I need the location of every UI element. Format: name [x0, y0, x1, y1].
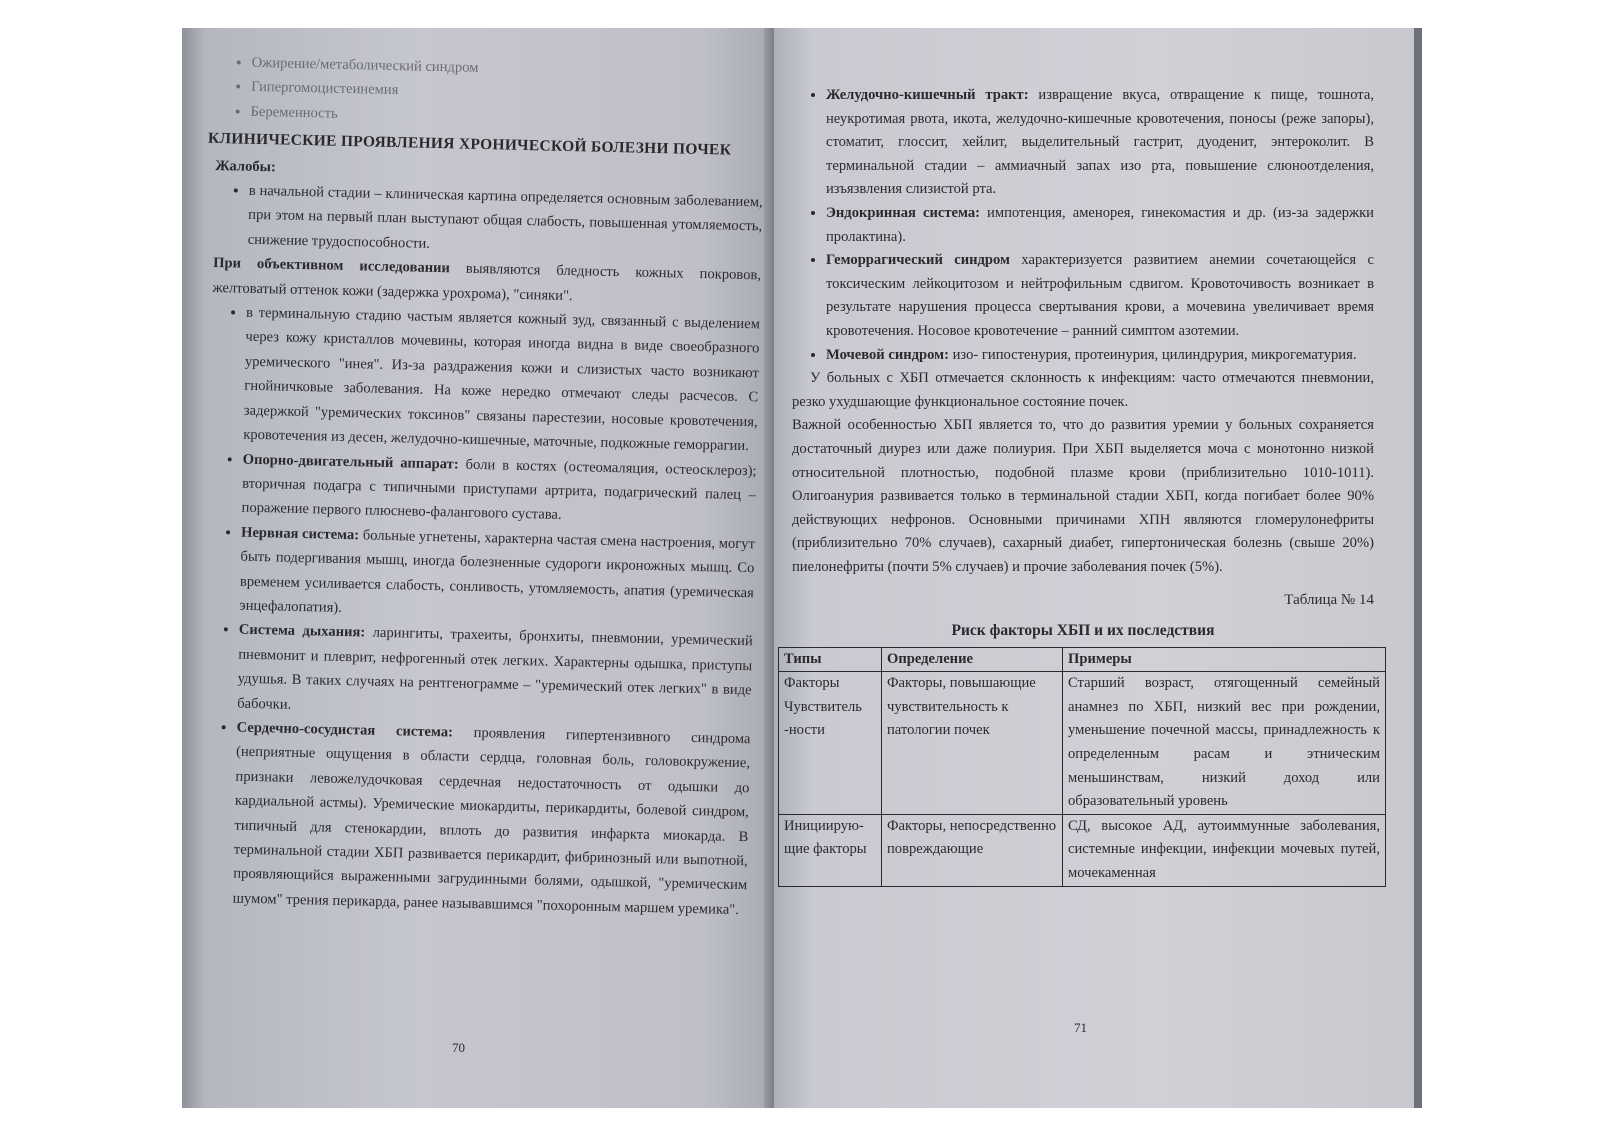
system-text: извращение вкуса, отвращение к пище, тошнота, неукротимая рвота, икота, желудочно-кишечные кровотечения, поносы (реже запоры), стоматит, глоссит, хейлит, выделительный гастрит, дуоденит, энтероколит. В терминальной стадии – аммиачный запах изо рта, повышение слюноотделения, изъязвления слизистой рта. [826, 87, 1374, 198]
symptom-list [198, 300, 760, 922]
list-item [241, 447, 757, 532]
list-item [826, 84, 1374, 202]
right-page-content [784, 84, 1380, 887]
system-label: Желудочно-кишечный тракт: [826, 87, 1029, 103]
list-item: • в начальной стадии – клиническая картина определяется основным заболеванием, при этом на первый план выступают общая слабость, повышенная утомляемость, снижение трудоспособности. [247, 179, 763, 264]
system-label: Геморрагический синдром [826, 252, 1010, 269]
system-text: характеризуется развитием анемии сочетающейся с токсическим лейкоцитозом и нейтрофильным сдвигом. Кровоточивость возникает в результате нарушения процесса свертывания крови, а мочевина увеличивает время кровотечения. Носовое кровотечение – ранний симптом азотемии. [826, 252, 1374, 339]
page-number-right: 71 [1074, 1020, 1087, 1035]
list-item: • Гипергомоцистеинемия [251, 75, 765, 111]
system-text: импотенция, аменорея, гинекомастия и др. (из-за задержки пролактина). [826, 204, 1374, 245]
list-item: • Беременность [250, 100, 764, 136]
objective-text: выявляются бледность кожных покровов, желтоватый оттенок кожи (задержка урохрома), "синяки". [212, 260, 762, 304]
system-label: Нервная система: [240, 524, 360, 544]
risk-factors-table [778, 647, 1386, 887]
list-item: • Ожирение/метаболический синдром [251, 51, 765, 87]
list-item: • в терминальную стадию частым является кожный зуд, связанный с выделением через кожу кристаллов мочевины, которая иногда видна в виде своеобразного уремического "инея". Из-за раздражения кожи и слизистых часто возникают гнойничковые заболевания. На коже нередко отмечают следы расчесов. С задержкой "уремических токсинов" связаны парестезии, носовые кровотечения, кровотечения из десен, желудочно-кишечные, маточные, подкожные геморрагии. [243, 301, 760, 459]
column-header: Определение [882, 647, 1063, 672]
table-cell-definition: Факторы, непосредственно повреждающие [882, 814, 1063, 886]
table-cell-definition: Факторы, повышающие чувствительность к патологии почек [882, 672, 1063, 815]
system-label: Мочевой синдром: [826, 346, 949, 363]
faint-bullet-list [216, 50, 766, 136]
table-cell-examples: СД, высокое АД, аутоиммунные заболевания, системные инфекции, инфекции мочевых путей, мочекаменная [1063, 814, 1386, 886]
table-header-row [779, 647, 1386, 672]
system-label: Опорно-двигательный аппарат: [242, 451, 459, 473]
list-item [826, 344, 1374, 368]
system-text: боли в костях (остеомаляция, остеосклероз); вторичная подагра с типичными приступами артрита, подагрический палец – поражение первого плюснево-фалангового сустава. [241, 456, 757, 524]
section-title: КЛИНИЧЕСКИЕ ПРОЯВЛЕНИЯ ХРОНИЧЕСКОЙ БОЛЕЗНИ ПОЧЕК [207, 130, 732, 159]
column-header: Типы [779, 647, 882, 672]
system-text: ларингиты, трахеиты, бронхиты, пневмонии, уремический пневмонит и плеврит, нефрогенный отек легких. Характерны одышка, приступы удушья. В таких случаях на рентгенограмме – "уремический отек легких" в виде бабочки. [237, 624, 753, 713]
system-text: проявления гипертензивного синдрома (неприятные ощущения в области сердца, головная боль, головокружение, признаки левожелудочковая сердечная недостаточность от одышки до кардиальной астмы). Уремические миокардиты, перикардиты, болевой синдром, типичный для стенокардии, вплоть до развития инфаркта миокарда. В терминальной стадии ХБП развивается перикардит, фибринозный или выпотной, проявляющийся выраженными загрудинными болями, одышкой, "уремическим шумом" трения перикарда, ранее называвшимся "похоронным маршем уремика". [232, 724, 751, 918]
table-title: Риск факторы ХБП и их последствия [951, 622, 1215, 640]
page-number-left: 70 [452, 1040, 465, 1055]
objective-label: При объективном исследовании [212, 255, 451, 277]
system-label: Эндокринная система: [826, 204, 980, 221]
list-item [826, 202, 1374, 249]
table-row [779, 814, 1386, 886]
complaints-list [213, 178, 763, 264]
left-page [182, 28, 772, 1108]
system-list [792, 84, 1374, 367]
list-item [826, 249, 1374, 343]
system-text: больные угнетены, характерна частая смена настроения, могут быть подергивания мышц, иногда болезненные судороги икроножных мышц. Со временем усиливается слабость, сонливость, утомляемость, апатия (уремическая энцефалопатия). [239, 527, 756, 616]
complaints-label: Жалобы: [215, 157, 277, 175]
table-cell-examples: Старший возраст, отягощенный семейный анамнез по ХБП, низкий вес при рождении, уменьшение почечной массы, принадлежность к определенным расам и этническим меньшинствам, низкий доход или образовательный уровень [1063, 672, 1386, 815]
table-cell-type: Инициирую-щие факторы [779, 814, 882, 886]
left-page-content [198, 50, 765, 922]
right-page [774, 28, 1414, 1108]
system-label: Система дыхания: [238, 621, 366, 641]
table-caption: Таблица № 14 [1284, 592, 1374, 609]
table-cell-type: Факторы Чувствитель -ности [779, 672, 882, 815]
list-item [232, 716, 750, 923]
table-row [779, 672, 1386, 815]
system-label: Сердечно-сосудистая система: [236, 719, 454, 741]
list-item [239, 520, 755, 629]
list-item [237, 618, 753, 727]
infection-paragraph: У больных с ХБП отмечается склонность к инфекциям: часто отмечаются пневмонии, резко ухудшающие функциональное состояние почек. [792, 370, 1374, 410]
column-header: Примеры [1063, 647, 1386, 672]
diuresis-paragraph: Важной особенностью ХБП является то, что до развития уремии у больных сохраняется достаточный диурез или даже полиурия. При ХБП выделяется моча с монотонно низкой относительной плотностью, подобной плазме крови (приблизительно 1010-1011). Олигоанурия развивается только в терминальной стадии ХБП, когда погибает более 90% действующих нефронов. Основными причинами ХПН являются гломерулонефриты (приблизительно 70% случаев), сахарный диабет, гипертоническая болезнь (свыше 20%) пиелонефриты (почти 5% случаев) и прочие заболевания почек (5%). [792, 417, 1374, 575]
book-photo [182, 28, 1422, 1108]
system-text: изо- гипостенурия, протеинурия, цилиндрурия, микрогематурия. [948, 346, 1357, 363]
